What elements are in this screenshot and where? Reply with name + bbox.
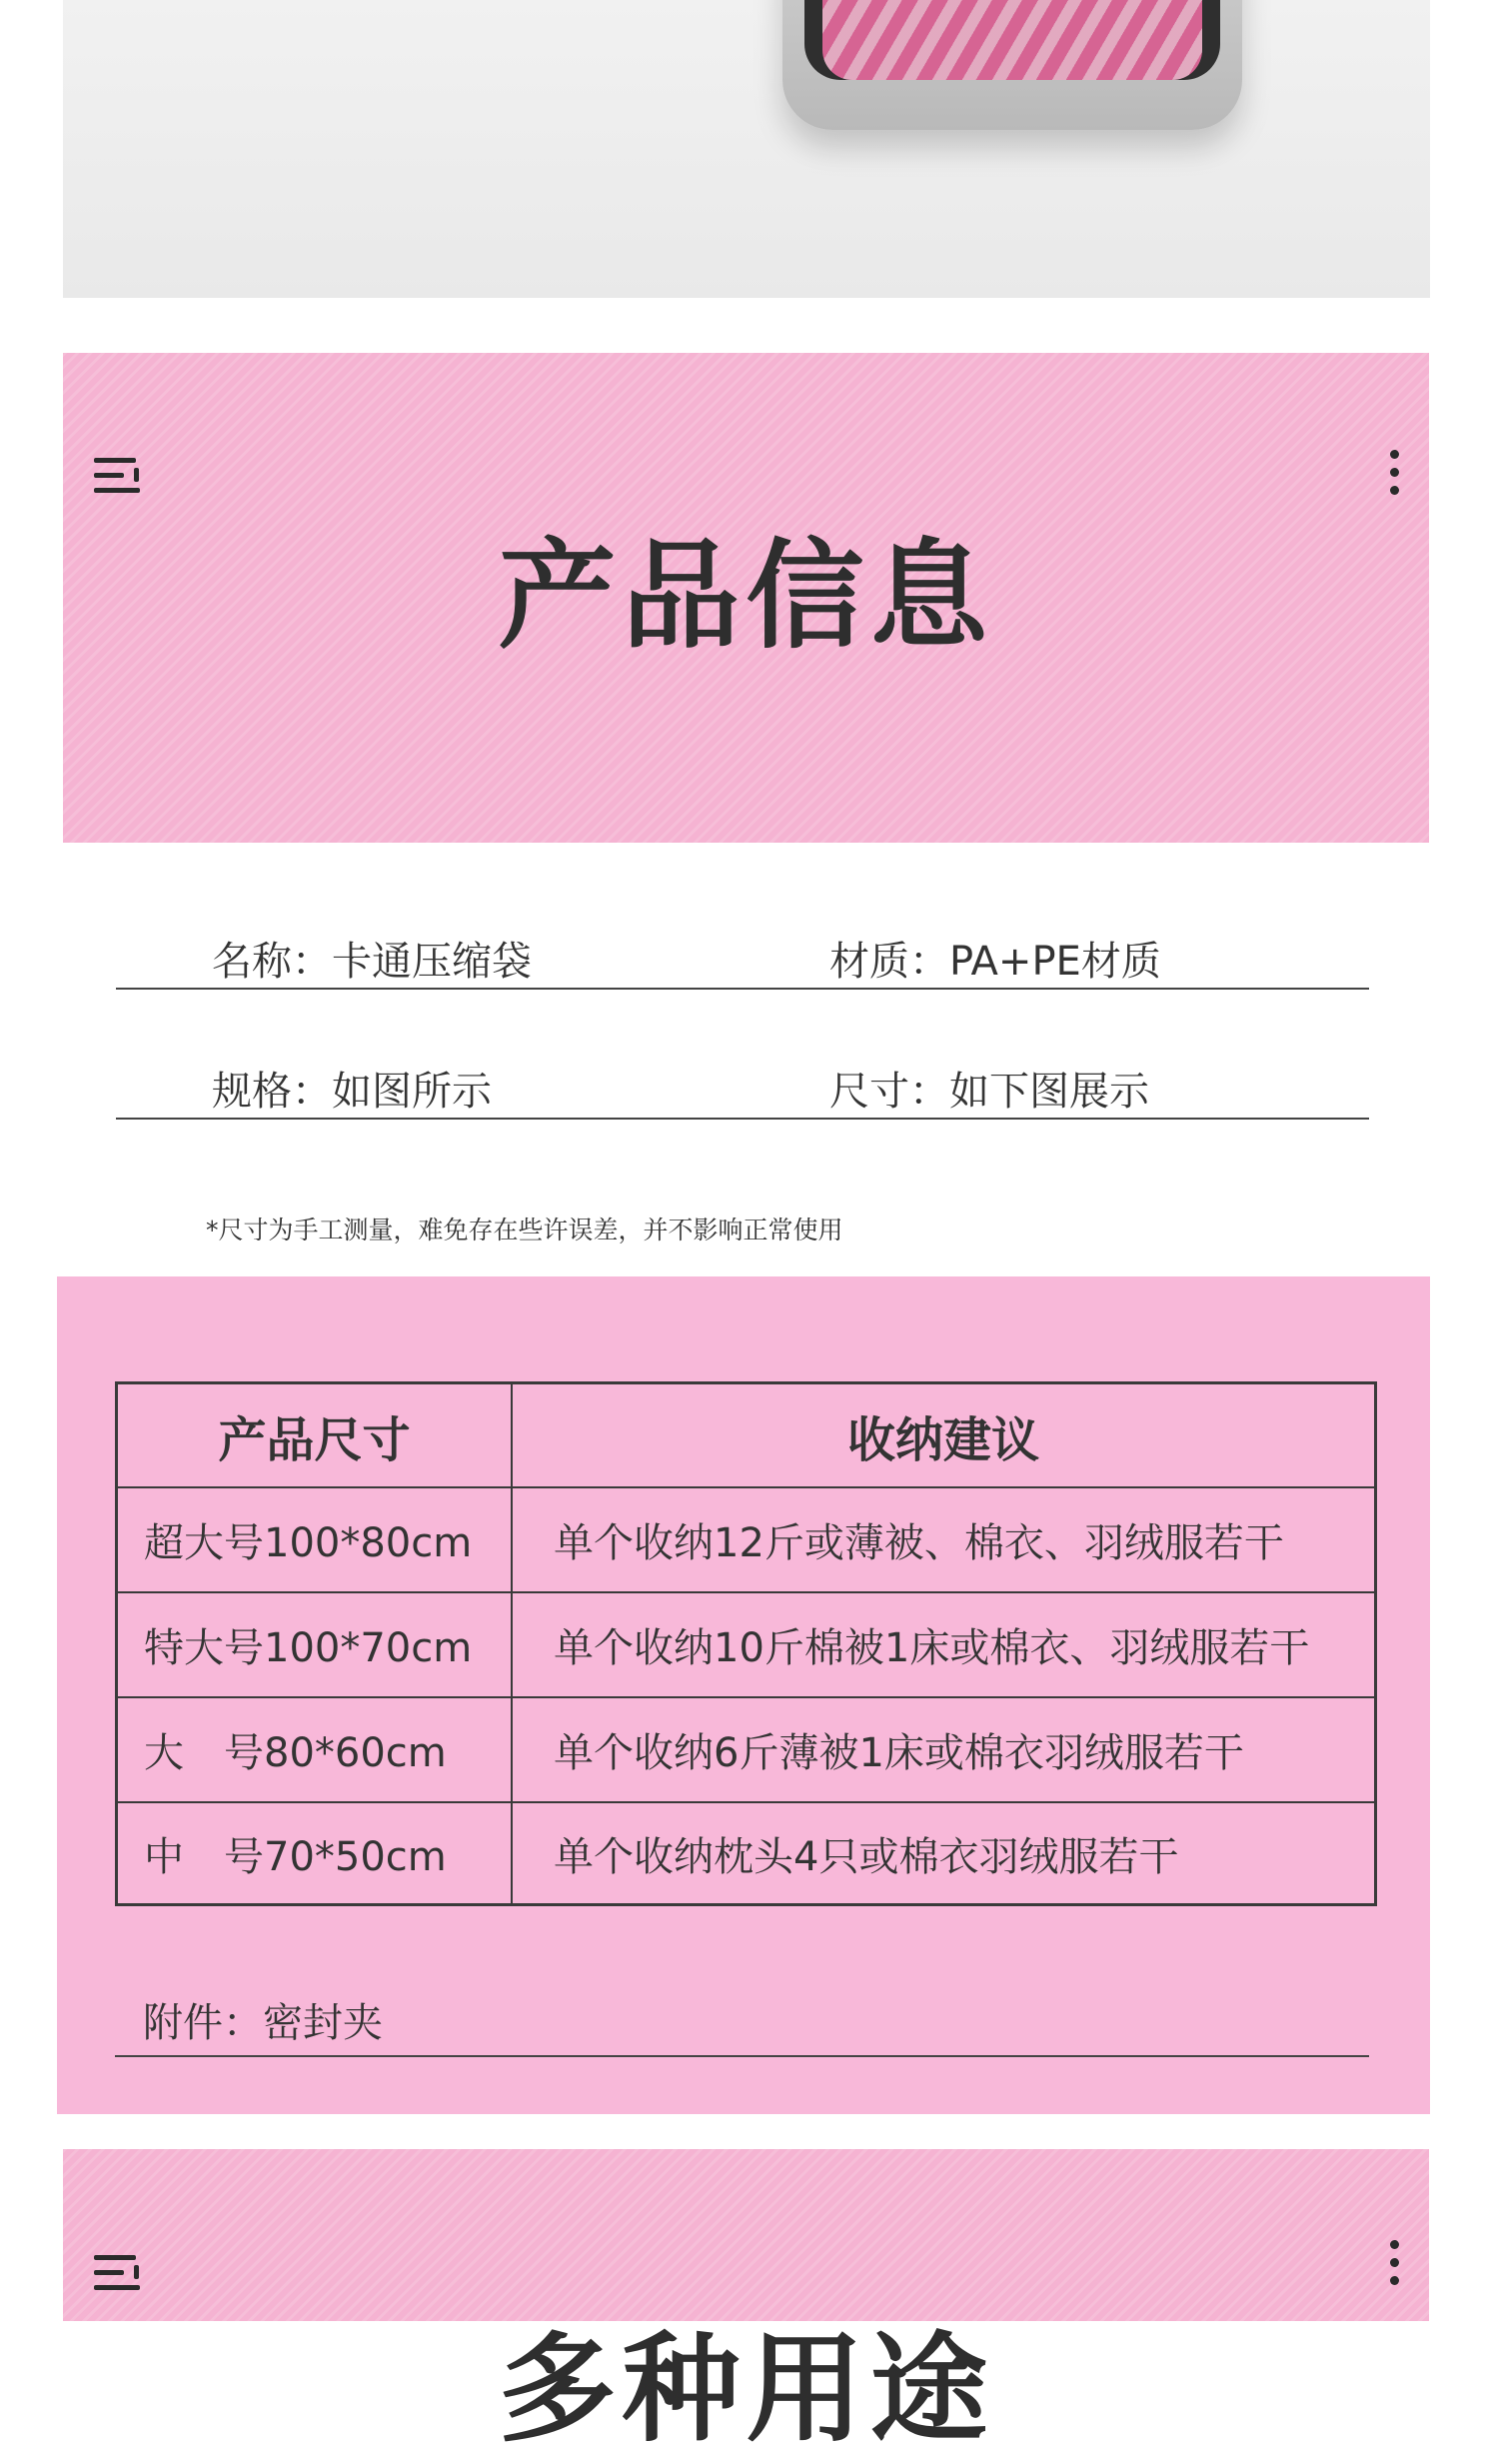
table-row	[118, 1698, 1374, 1803]
table-header-row	[118, 1384, 1374, 1488]
menu-icon[interactable]	[94, 456, 140, 496]
table-row	[118, 1488, 1374, 1593]
divider	[116, 988, 1369, 990]
row-size: 中 号70*50cm	[144, 1833, 447, 1880]
section-banner-uses	[63, 2149, 1429, 2458]
measurement-note: *尺寸为手工测量，难免存在些许误差，并不影响正常使用	[206, 1216, 843, 1244]
row-advice: 单个收纳10斤棉被1床或棉衣、羽绒服若干	[554, 1625, 1310, 1671]
header-advice: 收纳建议	[846, 1411, 1039, 1468]
row-advice: 单个收纳枕头4只或棉衣羽绒服若干	[554, 1833, 1179, 1880]
more-vertical-icon[interactable]	[1390, 450, 1400, 496]
product-spec: 规格：如图所示	[212, 1069, 492, 1115]
menu-icon[interactable]	[94, 2253, 140, 2293]
product-name: 名称：卡通压缩袋	[212, 939, 532, 985]
divider	[115, 2055, 1369, 2057]
row-size: 大 号80*60cm	[144, 1730, 447, 1776]
row-advice: 单个收纳12斤或薄被、棉衣、羽绒服若干	[554, 1520, 1284, 1566]
size-table	[115, 1381, 1377, 1906]
table-row	[118, 1593, 1374, 1698]
header-size: 产品尺寸	[218, 1411, 411, 1468]
divider	[116, 1118, 1369, 1120]
more-vertical-icon[interactable]	[1390, 2240, 1400, 2286]
section-banner-product-info	[63, 353, 1429, 843]
size-table-section	[57, 1276, 1430, 2114]
product-material: 材质：PA+PE材质	[829, 939, 1161, 985]
table-row	[118, 1803, 1374, 1903]
row-size: 超大号100*80cm	[144, 1520, 473, 1566]
row-size: 特大号100*70cm	[144, 1625, 473, 1671]
product-photo	[63, 0, 1430, 298]
product-size: 尺寸：如下图展示	[829, 1069, 1149, 1115]
section-title: 多种用途	[498, 2320, 994, 2458]
product-cloth-image	[822, 0, 1202, 80]
section-title: 产品信息	[498, 527, 994, 665]
accessory-label: 附件：密封夹	[143, 2000, 383, 2046]
row-advice: 单个收纳6斤薄被1床或棉衣羽绒服若干	[554, 1730, 1244, 1776]
